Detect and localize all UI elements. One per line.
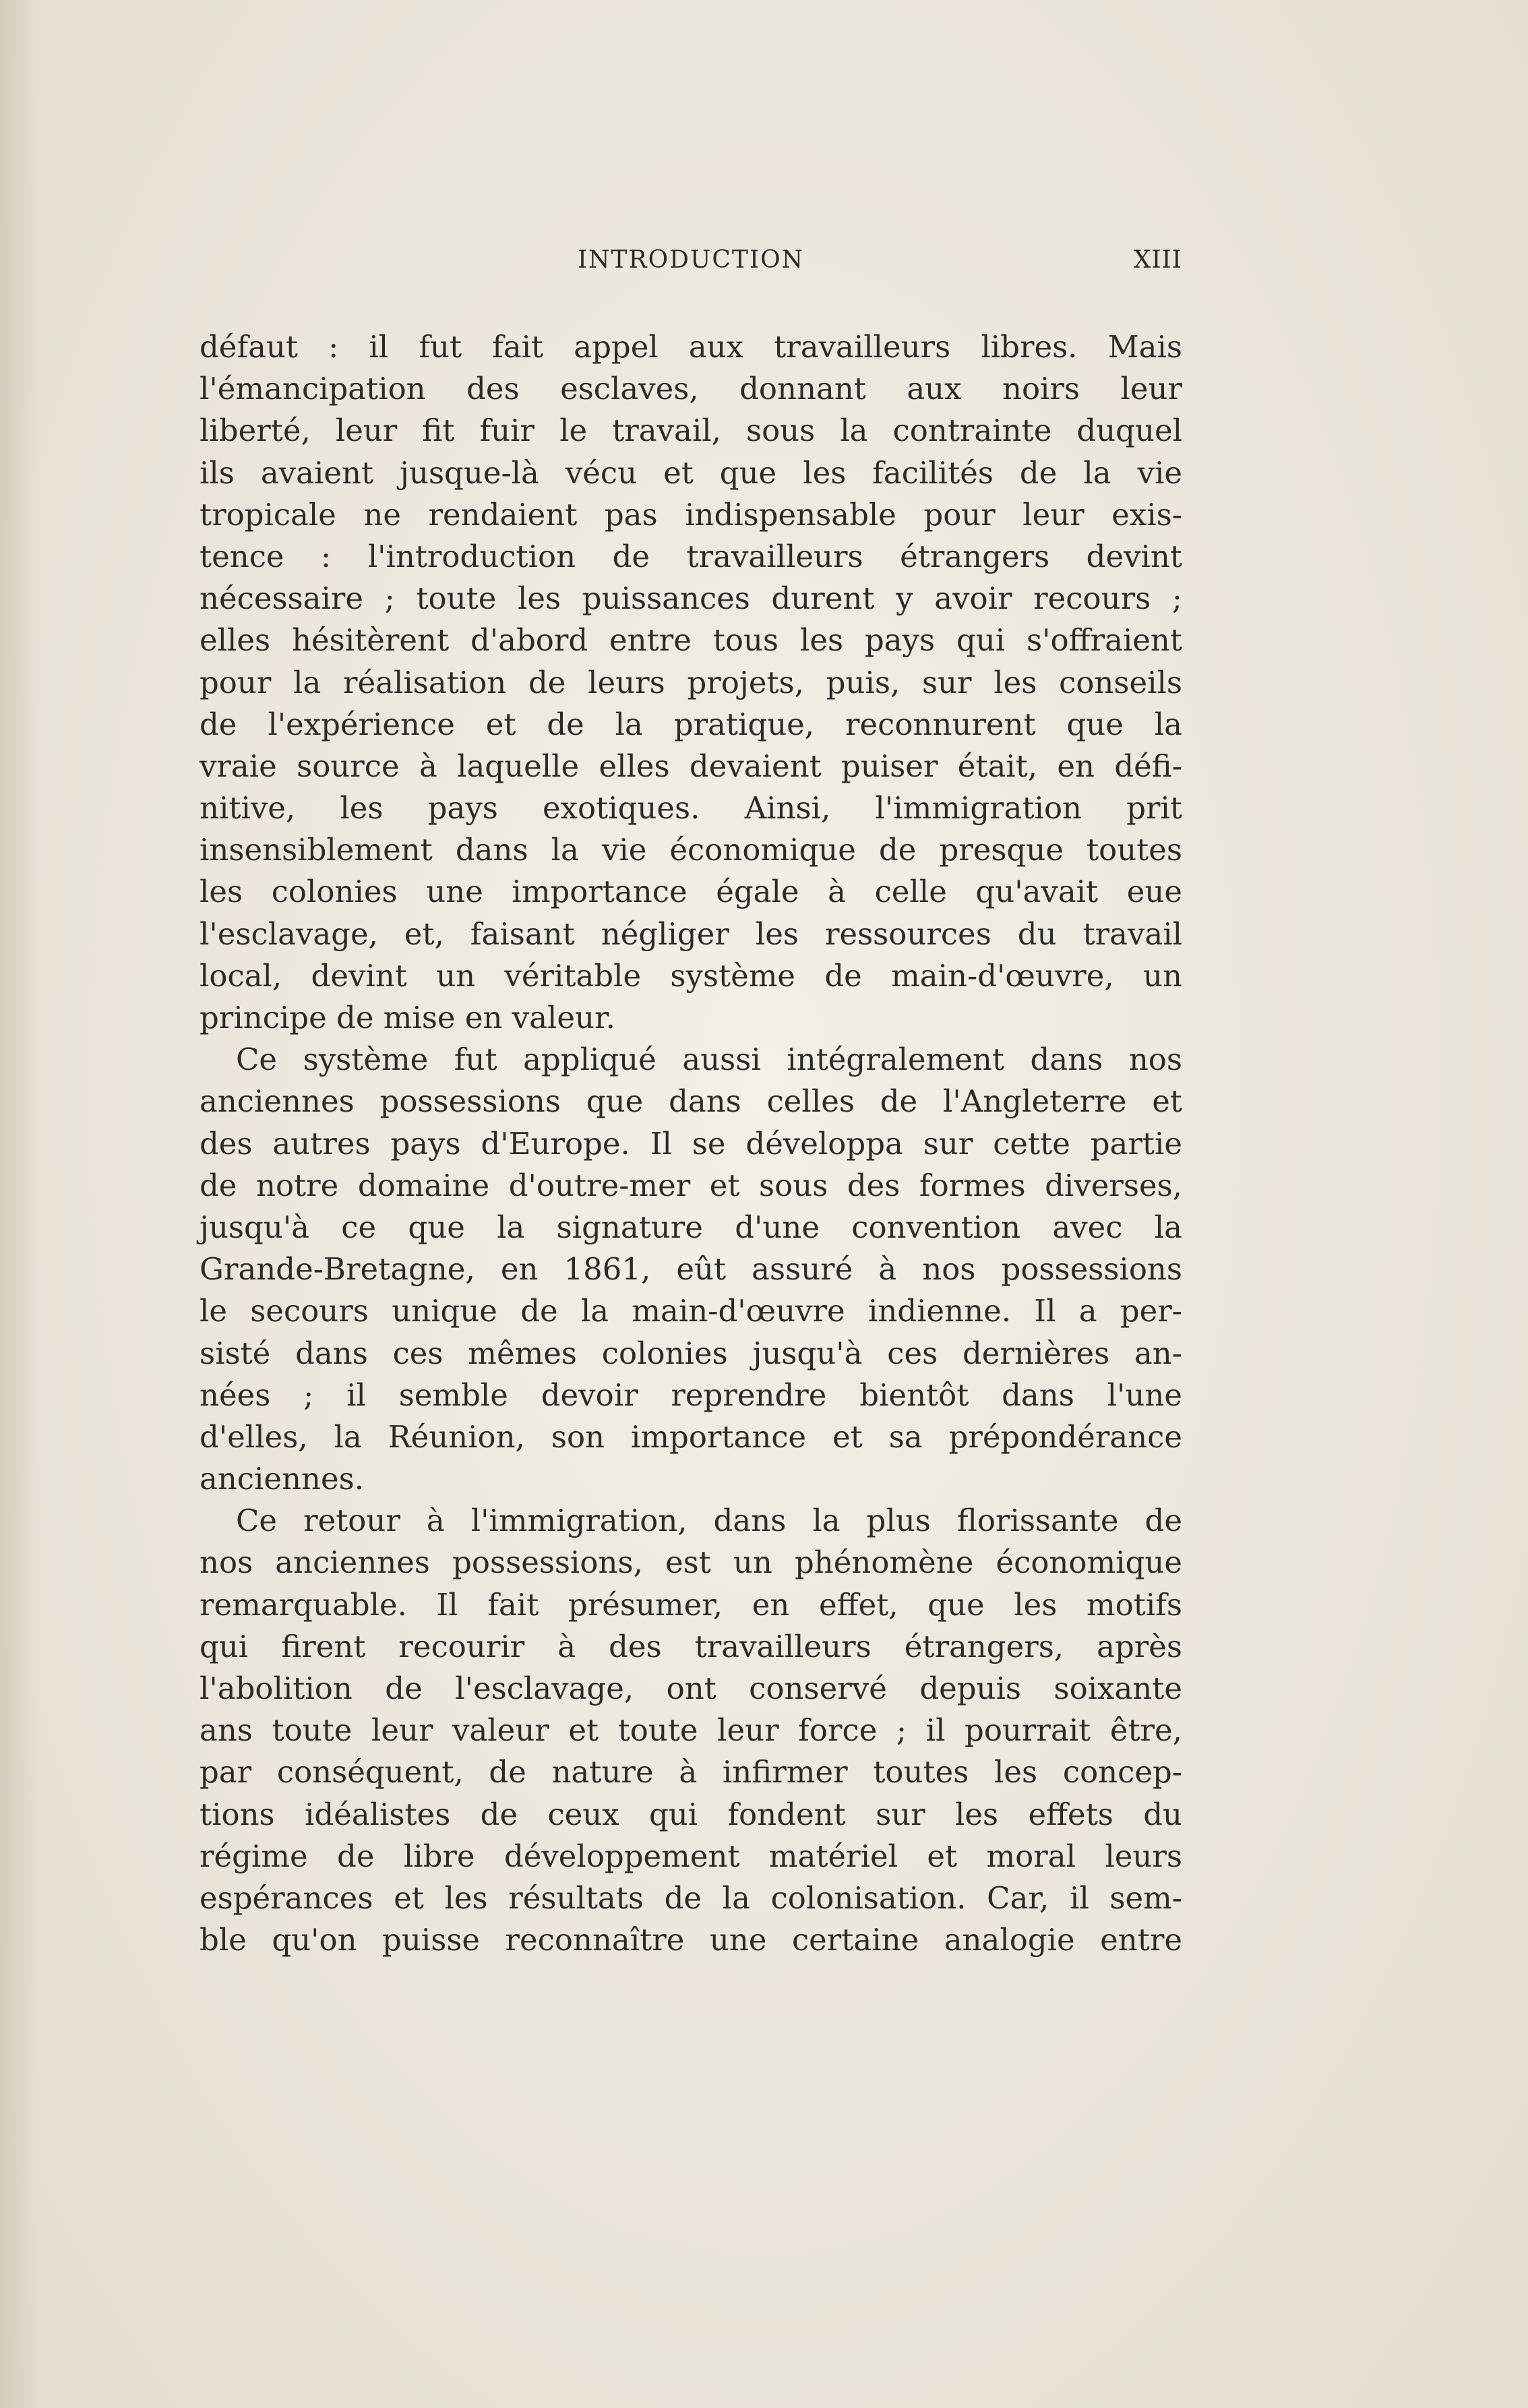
text-line: insensiblement dans la vie économique de presque toutes [200,832,1182,868]
text-line: l'abolition de l'esclavage, ont conservé depuis soixante [200,1670,1182,1706]
text-line: jusqu'à ce que la signature d'une convention avec la [200,1209,1182,1245]
text-line: ans toute leur valeur et toute leur force ; il pourrait être, [200,1712,1182,1749]
text-line: des autres pays d'Europe. Il se développa sur cette partie [200,1125,1182,1162]
text-line: d'elles, la Réunion, son importance et sa prépondérance [200,1418,1182,1455]
page-number: XIII [1133,246,1182,274]
text-line: Grande-Bretagne, en 1861, eût assuré à nos possessions [200,1251,1182,1288]
text-line: elles hésitèrent d'abord entre tous les pays qui s'offraient [200,622,1182,659]
paragraph-end-line: anciennes. [200,1461,365,1497]
text-line: tions idéalistes de ceux qui fondent sur les effets du [200,1796,1182,1832]
text-line: les colonies une importance égale à celle qu'avait eue [200,874,1182,910]
text-line: nécessaire ; toute les puissances durent y avoir recours ; [200,580,1182,617]
body-text [200,326,1182,1961]
text-line: ble qu'on puisse reconnaître une certaine analogie entre [200,1922,1182,1958]
text-line: sisté dans ces mêmes colonies jusqu'à ces dernières an- [200,1335,1182,1371]
paragraph-start-line: Ce système fut appliqué aussi intégralement dans nos [236,1042,1182,1078]
text-line: l'émancipation des esclaves, donnant aux noirs leur [200,371,1182,407]
running-head-title: INTRODUCTION [577,246,805,274]
text-line: régime de libre développement matériel et moral leurs [200,1838,1182,1874]
text-line: nitive, les pays exotiques. Ainsi, l'immigration prit [200,790,1182,826]
text-line: ils avaient jusque-là vécu et que les facilités de la vie [200,454,1182,491]
text-line: local, devint un véritable système de main-d'œuvre, un [200,957,1182,994]
text-line: liberté, leur fit fuir le travail, sous la contrainte duquel [200,413,1182,449]
text-line: de notre domaine d'outre-mer et sous des formes diverses, [200,1167,1182,1203]
text-line: l'esclavage, et, faisant négliger les ressources du travail [200,915,1182,952]
running-head [200,246,1182,287]
text-line: le secours unique de la main-d'œuvre indienne. Il a per- [200,1293,1182,1329]
text-line: vraie source à laquelle elles devaient puiser était, en défi- [200,748,1182,784]
text-line: nées ; il semble devoir reprendre bientôt dans l'une [200,1377,1182,1413]
text-line: qui firent recourir à des travailleurs étrangers, après [200,1628,1182,1664]
paragraph-start-line: Ce retour à l'immigration, dans la plus florissante de [236,1503,1182,1539]
text-line: pour la réalisation de leurs projets, puis, sur les conseils [200,664,1182,700]
text-line: de l'expérience et de la pratique, reconnurent que la [200,706,1182,742]
page-edge-shadow [0,0,40,2408]
text-line: nos anciennes possessions, est un phénomène économique [200,1544,1182,1581]
text-line: tropicale ne rendaient pas indispensable pour leur exis- [200,496,1182,533]
text-line: par conséquent, de nature à infirmer toutes les concep- [200,1754,1182,1790]
text-line: remarquable. Il fait présumer, en effet, que les motifs [200,1586,1182,1623]
text-line: défaut : il fut fait appel aux travailleurs libres. Mais [200,329,1182,365]
text-line: tence : l'introduction de travailleurs étrangers devint [200,538,1182,574]
paragraph-end-line: principe de mise en valeur. [200,1000,615,1035]
text-line: espérances et les résultats de la colonisation. Car, il sem- [200,1879,1182,1916]
text-line: anciennes possessions que dans celles de l'Angleterre et [200,1083,1182,1120]
